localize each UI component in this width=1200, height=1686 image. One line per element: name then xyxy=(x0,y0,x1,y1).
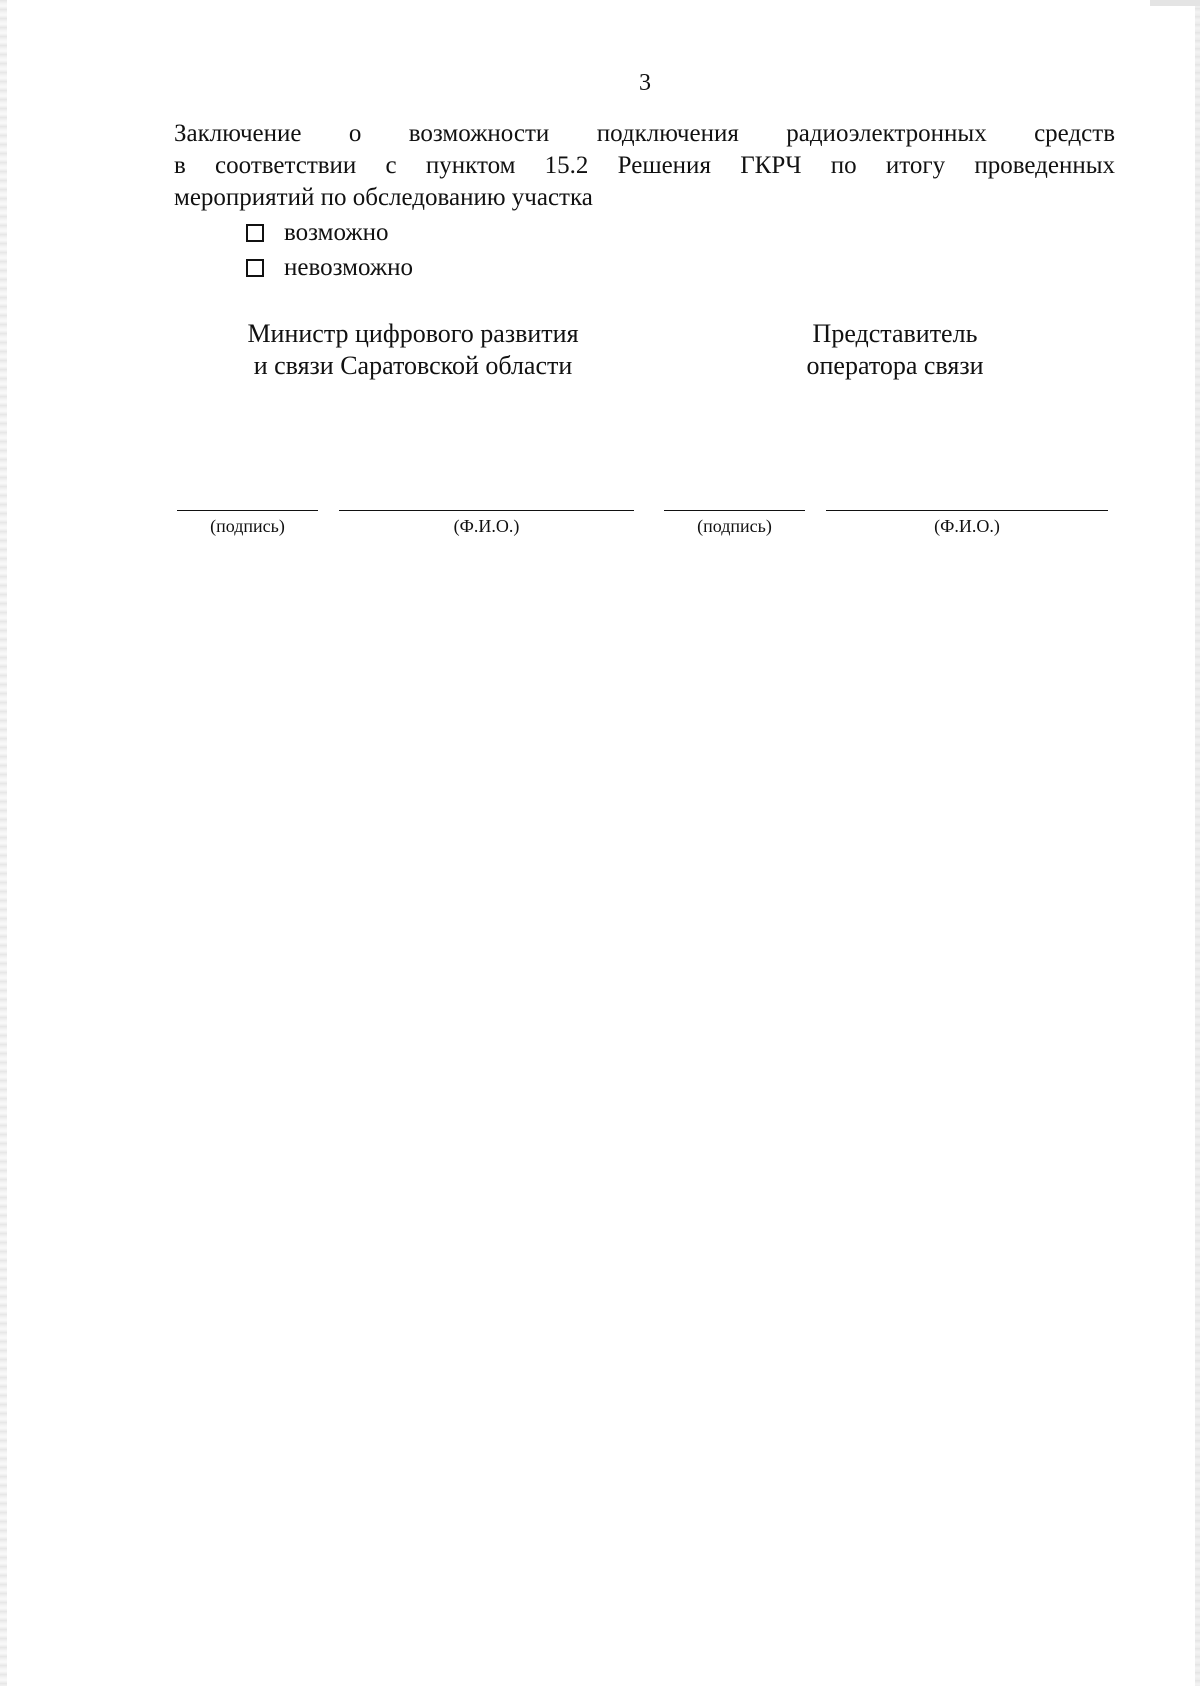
conclusion-line-1: Заключение о возможности подключения радиоэлектронных средств xyxy=(174,120,1115,147)
scan-edge-left xyxy=(0,0,7,1686)
signatory-operator-line-1: Представитель xyxy=(812,319,978,348)
conclusion-paragraph xyxy=(174,118,1115,214)
signature-caption-operator: (подпись) xyxy=(697,516,772,536)
signatory-minister-line-1: Министр цифрового развития xyxy=(247,319,579,348)
checkbox-impossible[interactable] xyxy=(246,259,264,277)
scan-edge-right xyxy=(1195,0,1200,1686)
signatory-operator xyxy=(760,318,1030,382)
page-number: 3 xyxy=(639,70,651,96)
signature-line-operator[interactable] xyxy=(664,510,805,511)
signatory-minister xyxy=(228,318,598,382)
name-line-operator[interactable] xyxy=(826,510,1108,511)
name-caption-operator: (Ф.И.О.) xyxy=(934,516,1000,536)
conclusion-line-2: в соответствии с пунктом 15.2 Решения ГКРЧ по итогу проведенных xyxy=(174,152,1115,179)
checkbox-possible[interactable] xyxy=(246,224,264,242)
option-impossible-label: невозможно xyxy=(284,254,413,281)
option-impossible[interactable] xyxy=(246,250,413,285)
signatory-minister-line-2: и связи Саратовской области xyxy=(253,351,573,380)
option-possible-label: возможно xyxy=(284,219,389,246)
signature-line-minister[interactable] xyxy=(177,510,318,511)
signatory-operator-line-2: оператора связи xyxy=(806,351,984,380)
name-caption-minister: (Ф.И.О.) xyxy=(453,516,520,536)
signature-caption-minister: (подпись) xyxy=(210,516,285,536)
conclusion-line-3: мероприятий по обследованию участка xyxy=(174,184,593,211)
option-possible[interactable] xyxy=(246,215,413,250)
conclusion-options xyxy=(246,215,413,285)
scan-edge-top xyxy=(1150,0,1200,6)
name-line-minister[interactable] xyxy=(339,510,634,511)
